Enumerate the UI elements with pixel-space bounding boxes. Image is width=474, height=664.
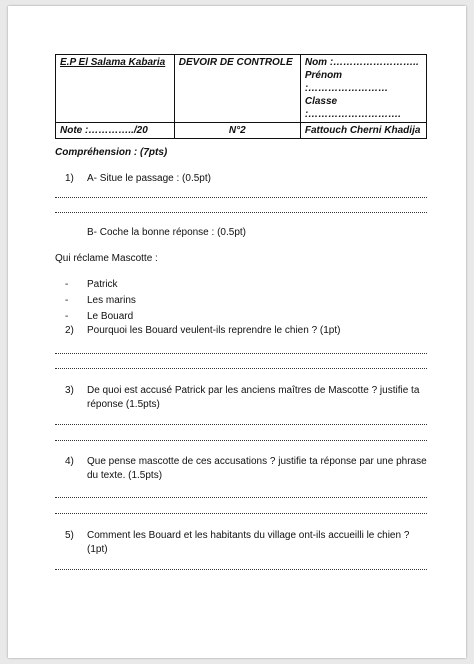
question-1b-prompt: Qui réclame Mascotte :: [55, 253, 158, 264]
section-title: Compréhension : (7pts): [55, 147, 168, 158]
answer-line: [55, 569, 427, 570]
classe-field: Classe :……………………….: [304, 96, 401, 120]
answer-line: [55, 497, 427, 498]
answer-line: [55, 353, 427, 354]
option-patrick[interactable]: - Patrick: [65, 279, 118, 290]
answer-line: [55, 513, 427, 514]
exam-content: [55, 146, 427, 570]
question-5: 5) Comment les Bouard et les habitants du village ont-ils accueilli le chien ? (1pt): [65, 530, 410, 555]
question-3: 3) De quoi est accusé Patrick par les anciens maîtres de Mascotte ? justifie ta réponse (1.5pts): [65, 385, 420, 410]
nom-field: Nom :……………………..: [304, 57, 419, 68]
answer-line: [55, 197, 427, 198]
student-info: [300, 55, 426, 123]
school-name: E.P El Salama Kabaria: [56, 55, 175, 123]
answer-line: [55, 440, 427, 441]
header-table: [55, 54, 427, 139]
teacher-name: Fattouch Cherni Khadija: [300, 123, 426, 139]
question-2: 2) Pourquoi les Bouard veulent-ils reprendre le chien ? (1pt): [65, 325, 341, 336]
question-1a: 1) A- Situe le passage : (0.5pt): [65, 173, 211, 184]
exam-title: DEVOIR DE CONTROLE: [174, 55, 300, 123]
answer-line: [55, 368, 427, 369]
question-4: 4) Que pense mascotte de ces accusations ? justifie ta réponse par une phrase du texte. (1.5pts): [65, 456, 427, 481]
option-les-marins[interactable]: - Les marins: [65, 295, 136, 306]
exam-number: N°2: [174, 123, 300, 139]
question-1b: B- Coche la bonne réponse : (0.5pt): [87, 227, 246, 238]
answer-line: [55, 424, 427, 425]
document-page: [8, 6, 466, 658]
prenom-field: Prénom :……………………: [304, 70, 389, 94]
answer-line: [55, 212, 427, 213]
options-list: [55, 278, 427, 324]
note-field: Note :…………../20: [56, 123, 175, 139]
option-le-bouard[interactable]: - Le Bouard: [65, 311, 134, 322]
